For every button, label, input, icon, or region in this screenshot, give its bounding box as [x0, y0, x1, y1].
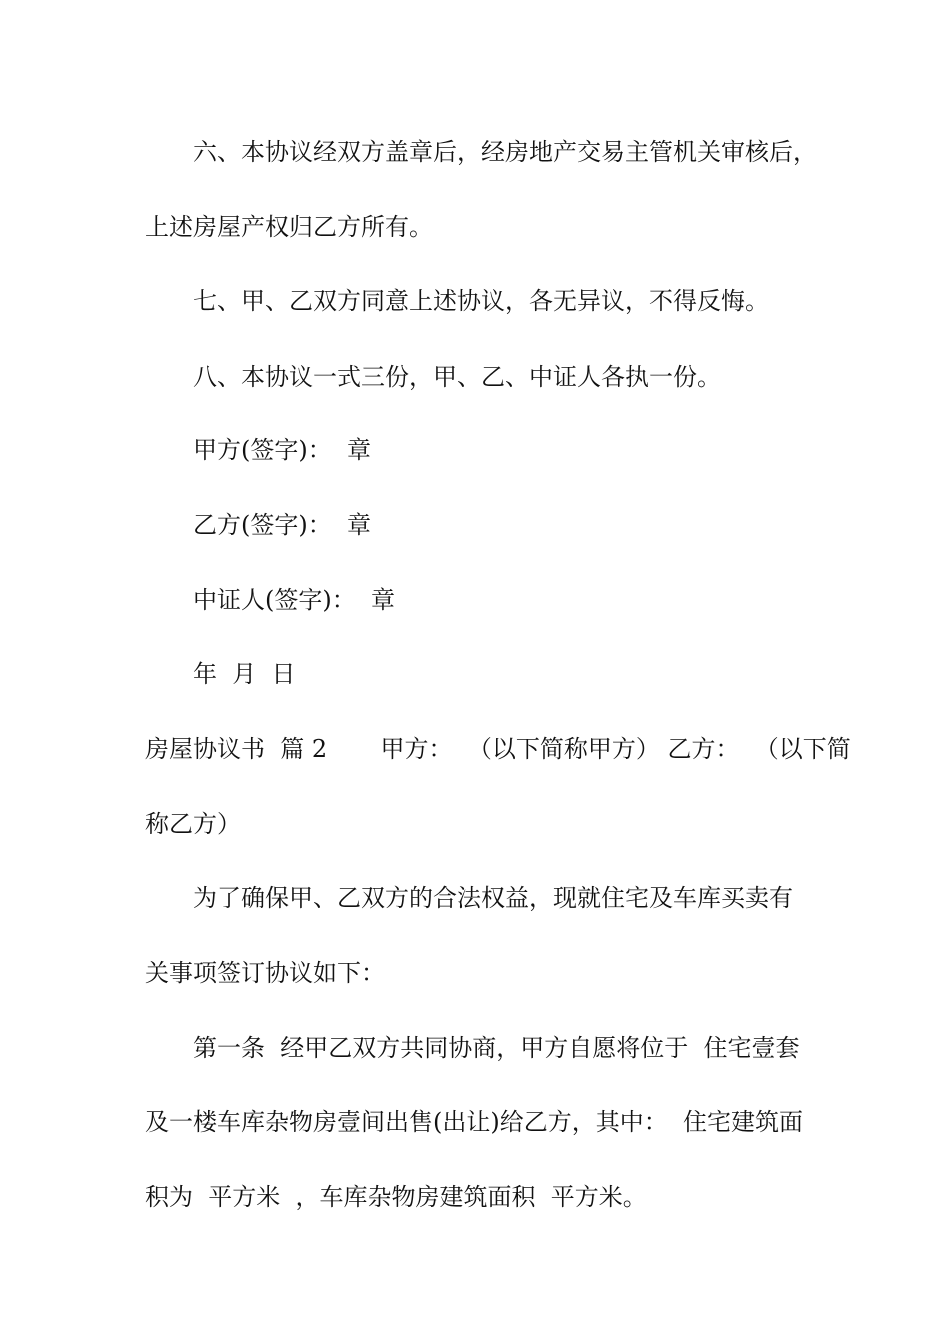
article-1-line-2: 及一楼车库杂物房壹间出售(出让)给乙方，其中： 住宅建筑面: [145, 1108, 803, 1136]
article-1-line-1: 第一条 经甲乙双方共同协商，甲方自愿将位于 住宅壹套: [193, 1034, 800, 1062]
clause-8: 八、本协议一式三份，甲、乙、中证人各执一份。: [193, 363, 721, 391]
article-1-line-3: 积为 平方米 ，车库杂物房建筑面积 平方米。: [145, 1183, 647, 1211]
agreement-2-heading-cont: 称乙方）: [145, 810, 241, 838]
date-line: 年 月 日: [193, 660, 296, 688]
clause-7: 七、甲、乙双方同意上述协议，各无异议，不得反悔。: [193, 287, 769, 315]
preamble-line-2: 关事项签订协议如下：: [145, 959, 385, 987]
party-a-signature: 甲方(签字)： 章: [193, 436, 371, 464]
party-b-signature: 乙方(签字)： 章: [193, 511, 371, 539]
clause-6-line-1: 六、本协议经双方盖章后，经房地产交易主管机关审核后，: [193, 138, 817, 166]
preamble-line-1: 为了确保甲、乙双方的合法权益，现就住宅及车库买卖有: [193, 884, 793, 912]
witness-signature: 中证人(签字)： 章: [193, 586, 395, 614]
clause-6-line-2: 上述房屋产权归乙方所有。: [145, 213, 433, 241]
agreement-2-heading: 房屋协议书 篇 2 甲方： （以下简称甲方） 乙方： （以下简: [145, 735, 851, 763]
